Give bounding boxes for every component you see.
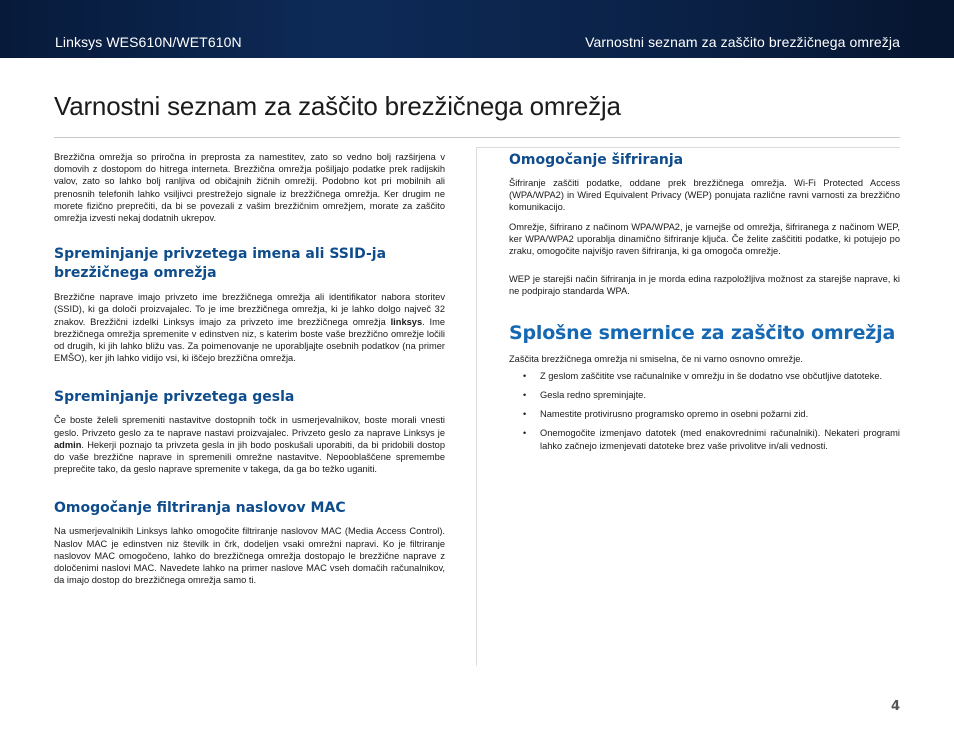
header-section-title: Varnostni seznam za zaščito brezžičnega omrežja <box>585 34 900 50</box>
password-text-a: Če boste želeli spremeniti nastavitve dostopnih točk in usmerjevalnikov, boste morali vnesti geslo. Privzeto geslo za te naprave nastavi proizvajalec. Privzeto geslo za naprave Linksys je <box>54 415 445 438</box>
guidelines-intro: Zaščita brezžičnega omrežja ni smiselna, če ni varno osnovno omrežje. <box>509 353 804 364</box>
encryption-paragraph-2: Omrežje, šifrirano z načinom WPA/WPA2, je varnejše od omrežja, šifriranega z načinom WEP, ker WPA/WPA2 uporablja dinamično šifriranje ključa. Če želite zaščititi podatke, ki potujejo po zraku, omogočite najvišjo raven šifriranja, ki ga omogoča omrežje. <box>509 221 900 257</box>
password-default: admin <box>54 439 82 450</box>
ssid-heading-line2: brezžičnega omrežja <box>54 265 217 282</box>
right-column <box>509 151 900 459</box>
ssid-default-name: linksys <box>390 316 423 327</box>
list-item <box>509 427 900 451</box>
bullet-icon: • <box>523 428 527 439</box>
header-product-name: Linksys WES610N/WET610N <box>55 34 242 50</box>
intro-paragraph: Brezžična omrežja so priročna in preprosta za namestitev, zato so vedno bolj razširjena v domovih z dostopom do hitrega interneta. Brezžična omrežja pošiljajo podatke prek radijskih valov, zato so lahko bolj ranljiva od običajnih žičnih omrežij. Podobno kot pri mobilnih ali prenosnih telefonih lahko vsiljivci prestrežejo signale iz brezžičnega omrežja. Ker drugim ne morete fizično preprečiti, da bi se povezali z vašim brezžičnim omrežjem, morate za zaščito omrežja izvesti nekaj dodatnih ukrepov. <box>54 152 445 224</box>
guidelines-heading: Splošne smernice za zaščito omrežja <box>509 321 896 344</box>
encryption-paragraph-1: Šifriranje zaščiti podatke, oddane prek brezžičnega omrežja. Wi-Fi Protected Access (WPA/WPA2) in Wired Equivalent Privacy (WEP) ponujata različne ravni varnosti za brezžično komunikacijo. <box>509 178 900 213</box>
password-paragraph <box>54 414 445 475</box>
right-column-rule <box>476 147 900 148</box>
left-column <box>54 151 445 586</box>
ssid-text-b: . Ime brezžičnega omrežja spremenite v edinstven niz, s katerim boste vaše brezžično omrežje ločili od drugih, ki jih lahko bližu vas. Za poimenovanje ne uporabljajte osebnih podatkov (na primer EMŠO), ker jih lahko vidijo vsi, ki iščejo brezžična omrežja. <box>54 316 445 364</box>
list-item-text: Gesla redno spreminjajte. <box>540 390 646 401</box>
password-heading: Spreminjanje privzetega gesla <box>54 389 295 406</box>
guidelines-list <box>509 370 900 452</box>
encryption-paragraph-3: WEP je starejši način šifriranja in je morda edina razpoložljiva možnost za starejše naprave, ki ne podpirajo standarda WPA. <box>509 274 900 297</box>
list-item <box>509 408 900 420</box>
ssid-heading <box>54 245 445 283</box>
encryption-heading: Omogočanje šifriranja <box>509 152 684 168</box>
page-number: 4 <box>891 699 901 714</box>
header-band <box>0 0 954 58</box>
list-item <box>509 389 900 401</box>
bullet-icon: • <box>523 370 527 381</box>
bullet-icon: • <box>523 390 527 401</box>
list-item-text: Onemogočite izmenjavo datotek (med enakovrednimi računalniki). Nekateri programi lahko začnejo izmenjevati datoteke brez vaše privolitve in/ali vednosti. <box>540 428 900 451</box>
ssid-text-a: Brezžične naprave imajo privzeto ime brezžičnega omrežja ali identifikator nabora storitev (SSID), ki ga določi proizvajalec. To je ime brezžičnega omrežja, ki je lahko dolgo največ 32 znakov. Brezžični izdelki Linksys imajo za privzeto ime brezžičnega omrežja <box>54 292 445 327</box>
list-item <box>509 370 900 382</box>
password-text-b: . Hekerji poznajo ta privzeta gesla in jih bodo poskušali uporabiti, da bi pridobili dostop do vaše brezžične naprave in spremenili omrežne nastavitve. Nepooblaščene spremembe preprečite tako, da geslo naprave spremenite v takega, da ga bo težko uganiti. <box>54 439 445 475</box>
list-item-text: Namestite protivirusno programsko opremo in osebni požarni zid. <box>540 409 809 420</box>
list-item-text: Z geslom zaščitite vse računalnike v omrežju in še dodatno vse občutljive datoteke. <box>540 370 883 381</box>
bullet-icon: • <box>523 409 527 420</box>
ssid-heading-line1: Spreminjanje privzetega imena ali SSID-ja <box>54 246 387 263</box>
mac-paragraph: Na usmerjevalnikih Linksys lahko omogočite filtriranje naslovov MAC (Media Access Control). Naslov MAC je edinstven niz številk in črk, dodeljen vsaki omrežni napravi. Ko je filtriranje naslovov MAC omogočeno, lahko do brezžičnega omrežja dostopajo le brezžične naprave z določenimi naslovi MAC. Navedete lahko na primer naslove MAC vseh domačih računalnikov, da imajo dostop do brezžičnega omrežja samo ti. <box>54 526 445 586</box>
title-rule <box>54 137 900 138</box>
ssid-paragraph <box>54 291 445 364</box>
page-title: Varnostni seznam za zaščito brezžičnega omrežja <box>54 91 621 121</box>
column-divider <box>476 148 477 666</box>
mac-heading: Omogočanje filtriranja naslovov MAC <box>54 500 346 517</box>
